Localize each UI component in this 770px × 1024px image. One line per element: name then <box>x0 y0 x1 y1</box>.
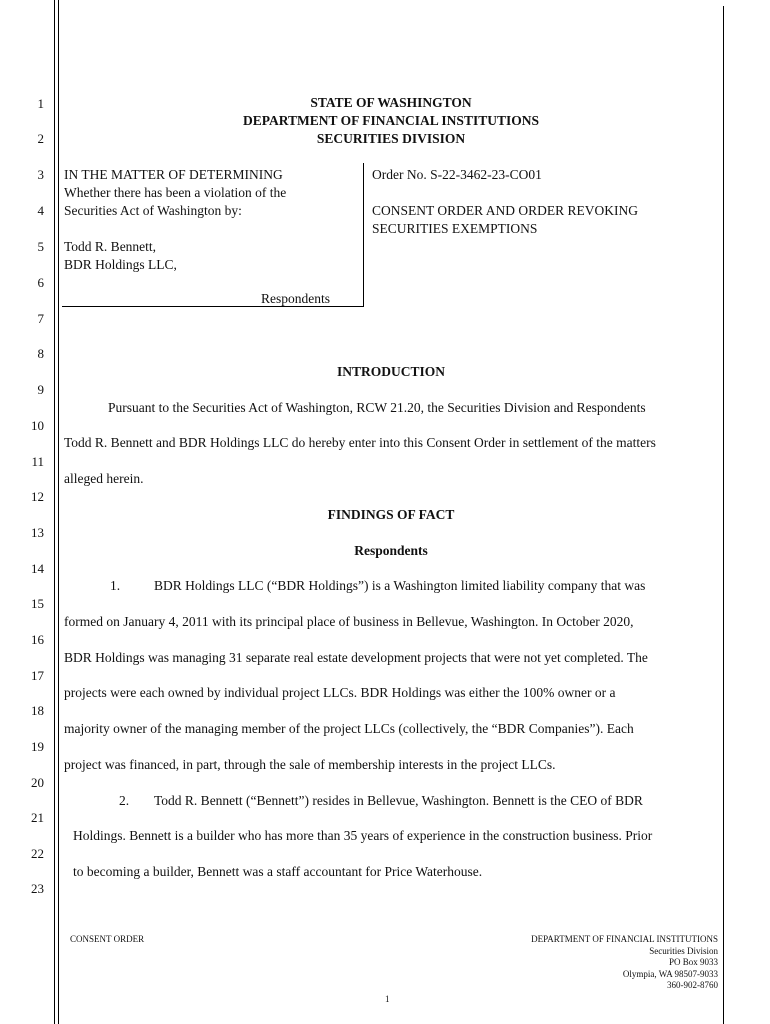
order-title <box>372 202 638 238</box>
page-number: 1 <box>385 994 390 1004</box>
paragraph-line: Pursuant to the Securities Act of Washington, RCW 21.20, the Securities Division and Respondents <box>108 400 646 415</box>
paragraph-line: alleged herein. <box>64 471 144 486</box>
line-number: 22 <box>31 846 44 861</box>
footer-city: Olympia, WA 98507-9033 <box>622 968 718 979</box>
line-number: 12 <box>31 489 44 504</box>
line-number: 11 <box>31 454 44 469</box>
footer-po-box: PO Box 9033 <box>668 957 718 967</box>
line-number: 23 <box>31 881 44 896</box>
matter-line: IN THE MATTER OF DETERMINING <box>64 167 283 182</box>
respondent-party: Todd R. Bennett, <box>64 239 157 254</box>
left-margin-rule-outer <box>54 0 55 1024</box>
paragraph-line: BDR Holdings was managing 31 separate real estate development projects that were not yet completed. The <box>64 650 648 665</box>
footer-agency: DEPARTMENT OF FINANCIAL INSTITUTIONS <box>531 934 718 944</box>
footer-phone: 360-902-8760 <box>667 980 718 990</box>
line-number: 15 <box>31 596 44 611</box>
line-number: 17 <box>31 668 44 683</box>
line-number: 4 <box>37 203 44 218</box>
line-number: 2 <box>37 131 44 146</box>
paragraph-line: projects were each owned by individual project LLCs. BDR Holdings was either the 100% owner or a <box>64 685 616 700</box>
line-number: 21 <box>31 810 44 825</box>
footer-document-title: CONSENT ORDER <box>70 934 145 944</box>
order-number: Order No. S-22-3462-23-CO01 <box>372 167 542 182</box>
paragraph-line: majority owner of the managing member of the project LLCs (collectively, the “BDR Companies”). Each <box>64 721 634 736</box>
paragraph-line: formed on January 4, 2011 with its principal place of business in Bellevue, Washington. In October 2020, <box>64 614 634 629</box>
line-number: 14 <box>31 561 44 576</box>
paragraph-line: Todd R. Bennett and BDR Holdings LLC do hereby enter into this Consent Order in settlement of the matters <box>64 435 656 450</box>
line-number: 3 <box>37 167 44 182</box>
line-number: 7 <box>37 311 44 326</box>
header-division: SECURITIES DIVISION <box>316 131 466 146</box>
paragraph-line: to becoming a builder, Bennett was a staff accountant for Price Waterhouse. <box>73 864 483 879</box>
respondents-label: Respondents <box>261 291 330 306</box>
line-number: 1 <box>37 96 44 111</box>
respondent-party: BDR Holdings LLC, <box>64 257 177 272</box>
paragraph-line: Todd R. Bennett (“Bennett”) resides in Bellevue, Washington. Bennett is the CEO of BDR <box>154 793 643 808</box>
line-number: 16 <box>31 632 44 647</box>
introduction-heading: INTRODUCTION <box>336 364 445 379</box>
header-state: STATE OF WASHINGTON <box>310 95 472 110</box>
paragraph-line: Holdings. Bennett is a builder who has more than 35 years of experience in the construction business. Prior <box>73 828 653 843</box>
paragraph-line: project was financed, in part, through the sale of membership interests in the project LLCs. <box>64 757 556 772</box>
line-number: 9 <box>37 382 44 397</box>
line-number: 5 <box>37 239 44 254</box>
line-number: 8 <box>37 346 44 361</box>
matter-line: Whether there has been a violation of the <box>64 185 287 200</box>
line-number: 19 <box>31 739 44 754</box>
paragraph-number: 2. <box>119 793 130 808</box>
right-margin-rule <box>723 6 724 1024</box>
line-number: 13 <box>31 525 44 540</box>
line-number: 18 <box>31 703 44 718</box>
footer-division: Securities Division <box>649 945 718 956</box>
paragraph-number: 1. <box>110 578 121 593</box>
respondents-subheading: Respondents <box>354 543 428 558</box>
paragraph-line: BDR Holdings LLC (“BDR Holdings”) is a Washington limited liability company that was <box>154 578 646 593</box>
header-department: DEPARTMENT OF FINANCIAL INSTITUTIONS <box>243 113 539 128</box>
matter-line: Securities Act of Washington by: <box>64 203 242 218</box>
footer-address-block <box>531 934 718 992</box>
findings-heading: FINDINGS OF FACT <box>327 507 455 522</box>
left-margin-rule-inner <box>58 0 59 1024</box>
order-title-line: CONSENT ORDER AND ORDER REVOKING <box>372 203 639 218</box>
line-number: 10 <box>31 418 44 433</box>
line-number: 20 <box>31 775 44 790</box>
caption-matter <box>64 166 330 306</box>
caption-vertical-rule <box>363 163 364 307</box>
line-number: 6 <box>37 275 44 290</box>
order-title-line: SECURITIES EXEMPTIONS <box>372 221 538 236</box>
